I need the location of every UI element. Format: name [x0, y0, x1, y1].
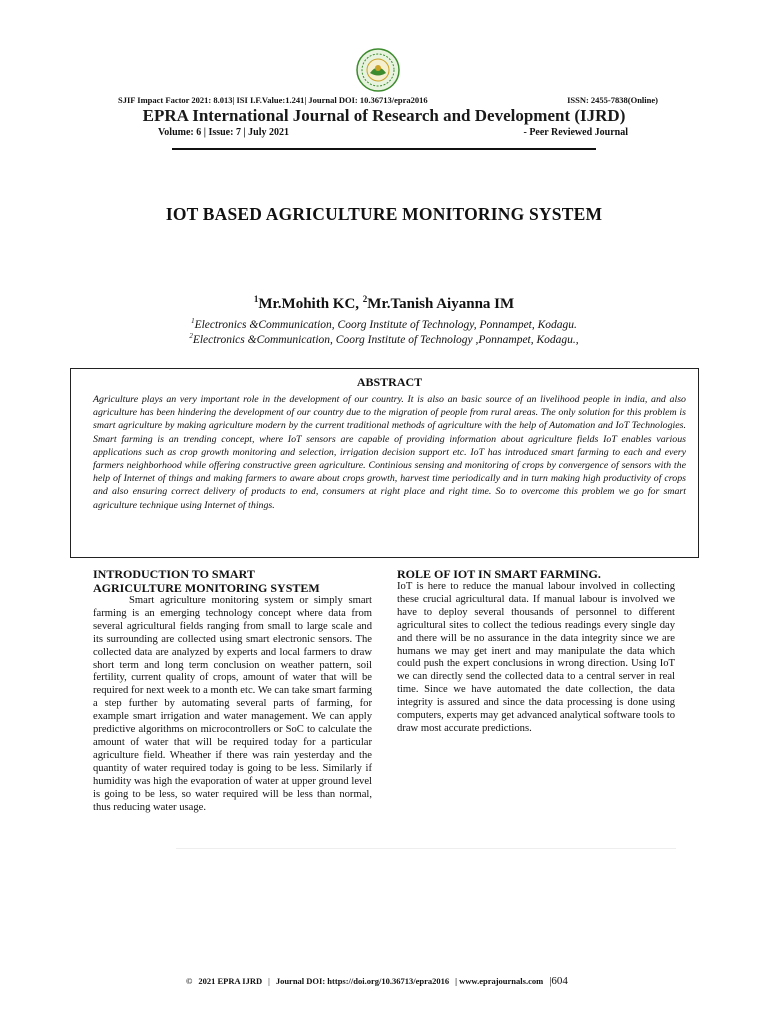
- author1-name: Mr.Mohith KC,: [258, 296, 363, 312]
- issue-line: [158, 127, 628, 138]
- volume-issue-text: Volume: 6 | Issue: 7 | July 2021: [158, 127, 289, 138]
- affiliation-1-superscript: 1: [191, 317, 195, 325]
- intro-heading-line2: AGRICULTURE MONITORING SYSTEM: [93, 581, 320, 595]
- author2-superscript: 2: [362, 294, 368, 304]
- footer-divider: [176, 848, 676, 849]
- journal-title: EPRA International Journal of Research and Development (IJRD): [142, 106, 626, 125]
- role-paragraph: IoT is here to reduce the manual labour involved in collecting these crucial agricultural data. If manual labour is involved we have to deploy several thousands of personnel to different agricultural sites to collect the tedious readings every single day and there will be no assurance in the data integrity since we are humans we may get inert and may manipulate the data which could push the expert conclusions in wrong direction. Using IoT we can directly send the collected data to a central server in real time. Since we have automated the date collection, the data integrity is assured and since the data processing is done using computers, experts may get advanced analytical software tools to draw most accurate predictions.: [397, 581, 675, 734]
- affiliation-2-text: Electronics &Communication, Coorg Institute of Technology ,Ponnampet, Kodagu.,: [192, 333, 579, 346]
- affiliation-1-text: Electronics &Communication, Coorg Institute of Technology, Ponnampet, Kodagu.: [194, 318, 577, 331]
- author1-superscript: 1: [253, 294, 259, 304]
- intro-heading-line1: INTRODUCTION TO SMART: [93, 567, 255, 581]
- footer-website-link[interactable]: | www.eprajournals.com: [455, 976, 544, 986]
- issn-text: ISSN: 2455-7838(Online): [567, 95, 658, 105]
- role-heading: ROLE OF IOT IN SMART FARMING.: [397, 567, 601, 581]
- impact-factor-text: SJIF Impact Factor 2021: 8.013| ISI I.F.Value:1.241| Journal DOI: 10.36713/epra2016: [118, 95, 428, 105]
- footer-separator: |: [268, 976, 270, 986]
- page-number: |604: [549, 975, 568, 987]
- author2-name: Mr.Tanish Aiyanna IM: [367, 296, 515, 312]
- abstract-text: Agriculture plays an very important role in the development of our country. It is also an basic source of an livelihood people in india, and also agriculture has been hindering the development of our country due to the migration of people from rural areas. The only solution for this problem is smart agriculture by making agriculture modern by the current traditional methods of agriculture with the help of Automation and IoT Technologies. Smart farming is an trending concept, where IoT sensors are capable of providing information about agriculture fields IoT enables various applications such as crop growth monitoring and selection, irrigation decision support etc. IoT has introduced smart farming to each and every farmers neighborhood while offering constructive green agriculture. Continious sensing and monitoring of crops by convergence of sensors with the help of Internet of things and making farmers to aware about crops growth, harvest time periodically and in turn making high productivity of crops and also ensuring correct delivery of products to end, consumers at right place and right time. So to overcome this problem we go for smart agriculture technique using Internet of things.: [93, 394, 686, 511]
- affiliation-1: [0, 317, 768, 331]
- footer-doi-link[interactable]: Journal DOI: https://doi.org/10.36713/epra2016: [275, 976, 450, 986]
- paper-title: IOT BASED AGRICULTURE MONITORING SYSTEM: [165, 204, 603, 224]
- peer-reviewed-text: - Peer Reviewed Journal: [523, 127, 628, 138]
- intro-paragraph: Smart agriculture monitoring system or simply smart farming is an emerging technology concept where data from several agricultural fields ranging from small to large scale and its surrounding are collected using smart electronic sensors. The collected data are analyzed by experts and local farmers to draw short term and long term conclusion on weather pattern, soil fertility, current quality of crops, amount of water that will be required for next week to a month etc. We can take smart farming a step further by automating several parts of farming, for example smart irrigation and water management. We can apply predictive algorithms on microcontrollers or SoC to calculate the amount of water that will be required today for a particular agriculture field. Wheather if there was rain yesterday and the quantity of water required today is going to be less. Similarly if humidity was high the evaporation of water at upper ground level is going to be less, so water required will be less than normal, thus reducing water usage.: [93, 595, 372, 813]
- abstract-box: [70, 368, 699, 558]
- copyright-text: 2021 EPRA IJRD: [198, 976, 263, 986]
- page-footer: [186, 975, 686, 987]
- journal-meta-line: [118, 95, 658, 105]
- authors-line: [0, 294, 768, 313]
- affiliation-2-superscript: 2: [189, 332, 193, 340]
- copyright-symbol: ©: [186, 976, 193, 986]
- left-column: [93, 567, 372, 814]
- epra-seal-icon: [356, 48, 400, 92]
- header-divider: [172, 148, 596, 150]
- abstract-heading: ABSTRACT: [356, 375, 423, 389]
- right-column: [397, 567, 675, 736]
- affiliation-2: [0, 332, 768, 346]
